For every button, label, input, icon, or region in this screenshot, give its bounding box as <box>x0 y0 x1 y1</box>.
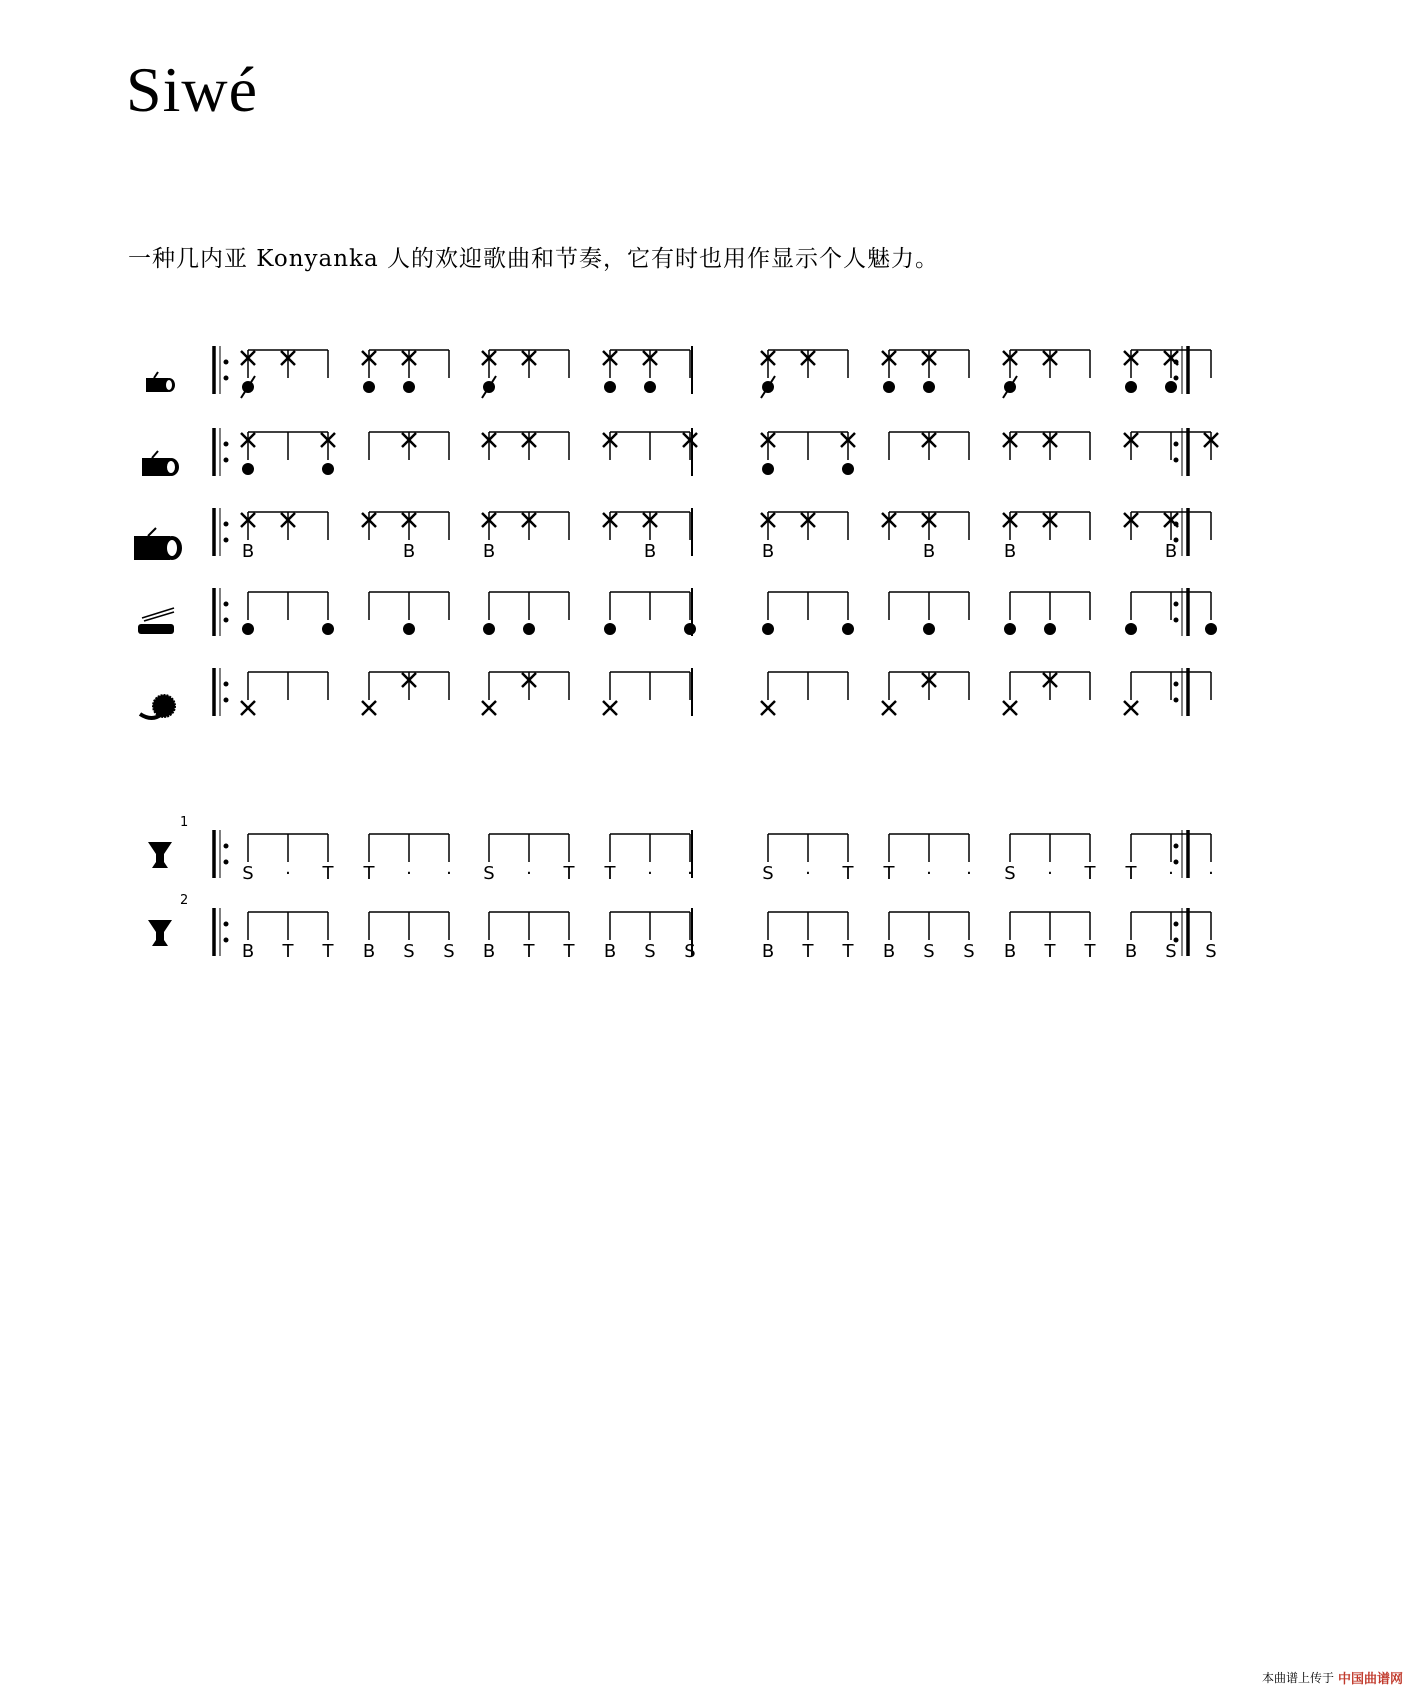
repeat-dot <box>224 844 229 849</box>
stroke-dot <box>923 381 935 393</box>
stroke-letter: B <box>241 941 255 962</box>
sangban-drum-icon <box>142 451 179 476</box>
stroke-dot <box>604 381 616 393</box>
stroke-dot <box>1165 381 1177 393</box>
stroke-letter: B <box>761 541 775 562</box>
repeat-dot <box>1174 618 1179 623</box>
stroke-letter: · <box>1168 863 1174 884</box>
stroke-letter: T <box>604 863 616 884</box>
stroke-letter: S <box>923 941 935 962</box>
repeat-dot <box>1174 860 1179 865</box>
bell-stick-icon <box>138 608 174 634</box>
stroke-letter: B <box>882 941 896 962</box>
repeat-dot <box>1174 922 1179 927</box>
stroke-letter: T <box>563 941 575 962</box>
stroke-letter: S <box>443 941 455 962</box>
stroke-letter: T <box>363 863 375 884</box>
rhythm-row <box>148 893 1217 962</box>
stroke-letter: · <box>687 863 693 884</box>
repeat-dot <box>1174 376 1179 381</box>
footer <box>1262 1668 1403 1687</box>
stroke-letter: B <box>1003 541 1017 562</box>
stroke-dot <box>842 623 854 635</box>
repeat-dot <box>1174 442 1179 447</box>
stroke-letter: T <box>322 941 334 962</box>
stroke-dot <box>1125 623 1137 635</box>
stroke-letter: · <box>1208 863 1214 884</box>
stroke-letter: B <box>922 541 936 562</box>
stroke-dot <box>684 623 696 635</box>
stroke-letter: T <box>1084 941 1096 962</box>
stroke-dot <box>363 381 375 393</box>
stroke-letter: B <box>362 941 376 962</box>
page-title: Siwé <box>126 54 258 125</box>
rhythm-row <box>140 668 1211 718</box>
stroke-letter: · <box>1047 863 1053 884</box>
stroke-letter: S <box>762 863 774 884</box>
repeat-dot <box>224 860 229 865</box>
repeat-dot <box>224 458 229 463</box>
djembe-icon <box>148 842 172 868</box>
repeat-dot <box>1174 844 1179 849</box>
repeat-dot <box>1174 602 1179 607</box>
stroke-letter: B <box>241 541 255 562</box>
stroke-letter: S <box>963 941 975 962</box>
stroke-dot <box>1205 623 1217 635</box>
stroke-letter: T <box>883 863 895 884</box>
stroke-letter: · <box>406 863 412 884</box>
stroke-letter: B <box>1003 941 1017 962</box>
djembe-icon <box>148 920 172 946</box>
stroke-dot <box>762 623 774 635</box>
stroke-letter: S <box>1205 941 1217 962</box>
footer-text: 本曲谱上传于 <box>1261 1671 1334 1685</box>
site-logo: 中国曲谱网 <box>1337 1672 1403 1687</box>
stroke-letter: T <box>1084 863 1096 884</box>
stroke-letter: B <box>603 941 617 962</box>
stroke-letter: · <box>446 863 452 884</box>
stroke-dot <box>1004 623 1016 635</box>
stroke-dot <box>322 463 334 475</box>
stroke-letter: B <box>643 541 657 562</box>
stroke-letter: T <box>282 941 294 962</box>
repeat-dot <box>224 698 229 703</box>
repeat-dot <box>224 682 229 687</box>
shaker-icon <box>140 695 175 718</box>
stroke-dot <box>883 381 895 393</box>
stroke-letter: S <box>242 863 254 884</box>
stroke-dot <box>403 623 415 635</box>
rhythm-description: 一种几内亚 Konyanka 人的欢迎歌曲和节奏，它有时也用作显示个人魅力。 <box>128 246 940 272</box>
stroke-letter: B <box>402 541 416 562</box>
rhythm-row <box>138 588 1217 636</box>
stroke-letter: T <box>842 941 854 962</box>
stroke-letter: S <box>684 941 696 962</box>
stroke-dot <box>322 623 334 635</box>
stroke-letter: B <box>1164 541 1178 562</box>
stroke-letter: T <box>842 863 854 884</box>
dundunba-drum-icon <box>134 528 182 560</box>
stroke-letter: · <box>926 863 932 884</box>
stroke-dot <box>842 463 854 475</box>
stroke-letter: T <box>322 863 334 884</box>
stroke-dot <box>604 623 616 635</box>
stroke-letter: B <box>1124 941 1138 962</box>
rhythm-row <box>134 508 1211 562</box>
rhythm-row <box>146 346 1211 398</box>
stroke-dot <box>483 623 495 635</box>
stroke-letter: T <box>523 941 535 962</box>
stroke-dot <box>1125 381 1137 393</box>
repeat-dot <box>1174 698 1179 703</box>
part-number-label: 2 <box>180 893 189 908</box>
repeat-dot <box>224 618 229 623</box>
repeat-dot <box>224 376 229 381</box>
repeat-dot <box>1174 458 1179 463</box>
stroke-letter: S <box>1165 941 1177 962</box>
stroke-letter: S <box>483 863 495 884</box>
rhythm-row <box>142 428 1218 476</box>
stroke-letter: B <box>482 941 496 962</box>
stroke-letter: T <box>1044 941 1056 962</box>
repeat-dot <box>224 922 229 927</box>
repeat-dot <box>1174 682 1179 687</box>
repeat-dot <box>224 602 229 607</box>
stroke-letter: B <box>761 941 775 962</box>
stroke-letter: · <box>285 863 291 884</box>
stroke-letter: B <box>482 541 496 562</box>
stroke-dot <box>242 623 254 635</box>
repeat-dot <box>224 360 229 365</box>
repeat-dot <box>224 938 229 943</box>
stroke-dot <box>403 381 415 393</box>
stroke-letter: S <box>403 941 415 962</box>
stroke-dot <box>762 463 774 475</box>
part-number-label: 1 <box>180 815 189 830</box>
stroke-dot <box>923 623 935 635</box>
stroke-dot <box>523 623 535 635</box>
stroke-letter: · <box>966 863 972 884</box>
stroke-letter: S <box>1004 863 1016 884</box>
stroke-letter: T <box>802 941 814 962</box>
stroke-letter: S <box>644 941 656 962</box>
stroke-letter: T <box>1125 863 1137 884</box>
kenkeni-drum-icon <box>146 372 175 392</box>
rhythm-row <box>148 815 1214 884</box>
repeat-dot <box>224 538 229 543</box>
stroke-letter: · <box>526 863 532 884</box>
stroke-dot <box>644 381 656 393</box>
stroke-letter: · <box>805 863 811 884</box>
repeat-dot <box>224 522 229 527</box>
stroke-dot <box>1044 623 1056 635</box>
stroke-dot <box>242 463 254 475</box>
repeat-dot <box>224 442 229 447</box>
stroke-letter: · <box>647 863 653 884</box>
stroke-letter: T <box>563 863 575 884</box>
